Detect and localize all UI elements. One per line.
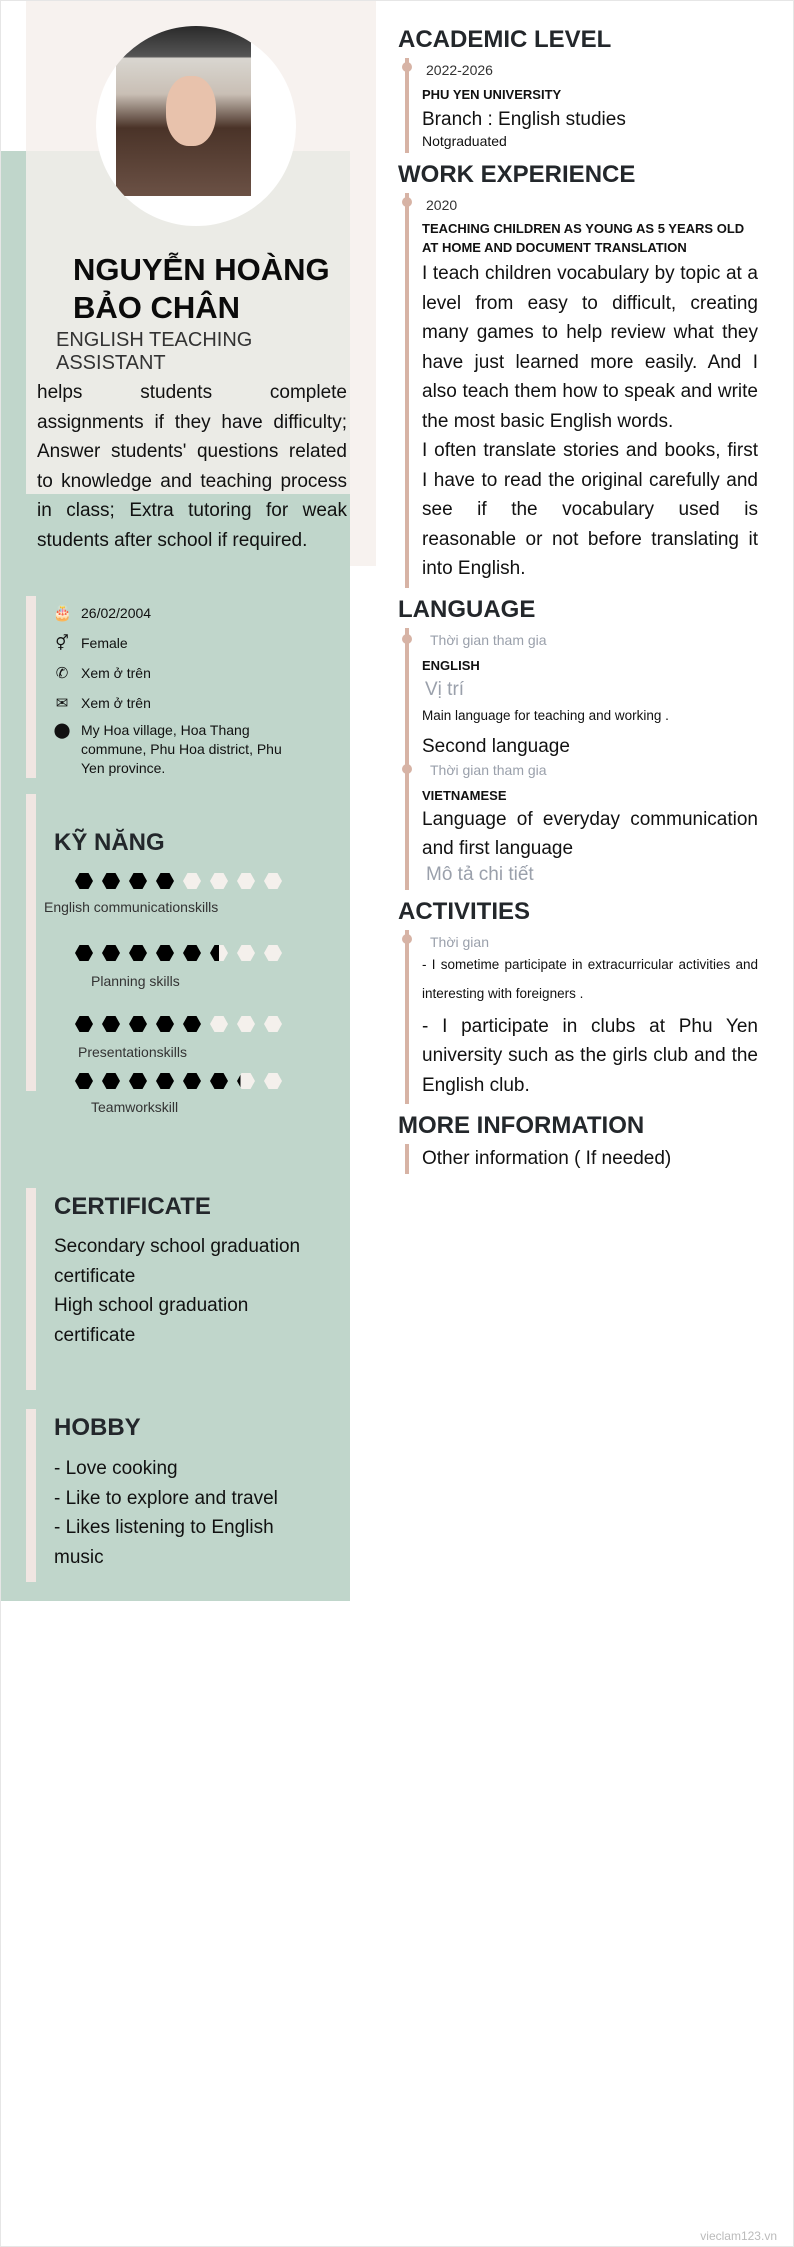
certificate-item: Secondary school graduation certificate [54,1236,301,1287]
language-description: Language of everyday communication and first language [422,808,758,859]
work-year: 2020 [426,197,458,213]
rating-hexagon [237,945,255,961]
name-line-2: BẢO CHÂN [73,290,241,325]
more-info-title: MORE INFORMATION [398,1112,645,1139]
certificate-list [54,1232,319,1350]
activities-description: - I participate in clubs at Phu Yen university such as the girls club and the English club. [422,1015,758,1096]
contact-text: Xem ở trên [81,695,151,711]
rating-hexagon [264,873,282,889]
language-position: Vị trí [425,678,465,700]
contact-text: 26/02/2004 [81,605,152,621]
certificate-item: High school graduation certificate [54,1295,249,1346]
skill-rating [75,873,282,889]
skill-label: Teamworkskill [91,1099,179,1115]
job-title: ENGLISH TEACHING ASSISTANT [56,329,253,374]
rating-hexagon [156,873,174,889]
rating-hexagon [129,945,147,961]
language-time: Thời gian tham gia [430,761,547,778]
rating-hexagon [129,873,147,889]
location-icon: ⬤ [53,722,71,739]
rating-hexagon [156,945,174,961]
rating-hexagon [102,1073,120,1089]
rating-hexagon [264,1016,282,1032]
profile-photo [116,26,251,196]
language-name: ENGLISH [422,657,480,673]
rating-hexagon [102,873,120,889]
timeline-dot [402,764,412,774]
language-extra: Second language [422,735,570,757]
contact-text: Female [81,635,128,651]
activities-title: ACTIVITIES [398,897,531,925]
graduation-status: Notgraduated [422,133,507,149]
language-name: VIETNAMESE [422,787,507,803]
timeline-dot [402,197,412,207]
skill-rating [75,1016,282,1032]
contact-item [53,664,303,683]
rating-hexagon [183,1016,201,1032]
career-summary: helps students complete assignments if they have difficulty; Answer students' questions related to knowledge and teaching process in class; Extra tutoring for weak students after school if required. [37,382,347,551]
activities-time: Thời gian [430,933,489,950]
hobby-title: HOBBY [54,1414,141,1441]
rating-hexagon [264,945,282,961]
name-line-1: NGUYỄN HOÀNG [73,252,330,287]
timeline-dot [402,934,412,944]
skill-label: English communicationskills [44,899,219,915]
birthday-cake-icon: 🎂 [53,605,72,622]
activities-entry [405,930,758,1105]
academic-entry [405,58,758,153]
academic-years: 2022-2026 [426,62,493,78]
section-bar [26,794,36,1091]
work-description: I often translate stories and books, first I have to read the original carefully and see if the vocabulary used is reasonable or not before translating it into English. [422,440,758,579]
rating-hexagon [156,1073,174,1089]
phone-icon: ✆ [55,665,69,682]
hobby-item: - Likes listening to English music [54,1517,274,1568]
rating-hexagon [183,1073,201,1089]
language-detail: Mô tả chi tiết [426,863,534,885]
gender-icon: ⚥ [55,635,69,652]
rating-hexagon [75,945,93,961]
work-position: TEACHING CHILDREN AS YOUNG AS 5 YEARS OLD AT HOME AND DOCUMENT TRANSLATION [422,221,745,255]
hobby-item: - Love cooking [54,1458,178,1479]
rating-hexagon [210,1016,228,1032]
contact-item [53,721,303,778]
rating-hexagon [237,1016,255,1032]
branch: Branch : English studies [422,109,626,130]
hobby-item: - Like to explore and travel [54,1487,278,1509]
contact-item [53,634,303,653]
rating-hexagon [237,1073,255,1089]
avatar [96,26,296,226]
contact-text: My Hoa village, Hoa Thang commune, Phu Hoa district, Phu Yen province. [81,722,282,776]
face [166,76,216,146]
work-entry [405,193,758,588]
language-entry [422,762,758,886]
contact-item [53,604,303,623]
rating-hexagon [210,1073,228,1089]
main-column [398,26,758,1174]
section-bar [26,596,36,778]
skills-title: KỸ NĂNG [54,829,165,856]
activities-description: - I sometime participate in extracurricular activities and interesting with foreigners . [422,956,758,1001]
rating-hexagon [102,945,120,961]
rating-hexagon [210,945,228,961]
contact-text: Xem ở trên [81,665,151,681]
skill-label: Presentationskills [78,1044,187,1060]
language-entry [422,632,758,758]
rating-hexagon [129,1073,147,1089]
certificate-title: CERTIFICATE [54,1193,211,1220]
skill-label: Planning skills [91,973,180,989]
skill-rating [75,1073,282,1089]
skill-rating [75,945,282,961]
rating-hexagon [183,873,201,889]
section-bar [26,1409,36,1582]
rating-hexagon [264,1073,282,1089]
candidate-name [73,251,330,327]
email-icon: ✉ [55,695,69,712]
rating-hexagon [75,1016,93,1032]
academic-title: ACADEMIC LEVEL [398,26,612,53]
timeline-dot [402,62,412,72]
rating-hexagon [156,1016,174,1032]
work-description: I teach children vocabulary by topic at a level from easy to difficult, creating many games to help review what they have just learned more easily. And I also teach them how to speak and write the most basic English words. [422,263,758,432]
rating-hexagon [102,1016,120,1032]
school-name: PHU YEN UNIVERSITY [422,87,562,102]
language-description: Main language for teaching and working . [422,707,669,723]
language-time: Thời gian tham gia [430,631,547,648]
section-bar [26,1188,36,1390]
language-title: LANGUAGE [398,595,536,623]
watermark: vieclam123.vn [700,2229,777,2243]
rating-hexagon [75,873,93,889]
language-entries [405,628,758,890]
hobby-list [54,1454,319,1572]
rating-hexagon [237,873,255,889]
timeline-dot [402,634,412,644]
rating-hexagon [129,1016,147,1032]
rating-hexagon [75,1073,93,1089]
rating-hexagon [183,945,201,961]
more-info-entry [405,1144,758,1174]
work-title: WORK EXPERIENCE [398,161,636,188]
more-info-text: Other information ( If needed) [422,1148,672,1169]
rating-hexagon [210,873,228,889]
contact-item [53,694,303,713]
